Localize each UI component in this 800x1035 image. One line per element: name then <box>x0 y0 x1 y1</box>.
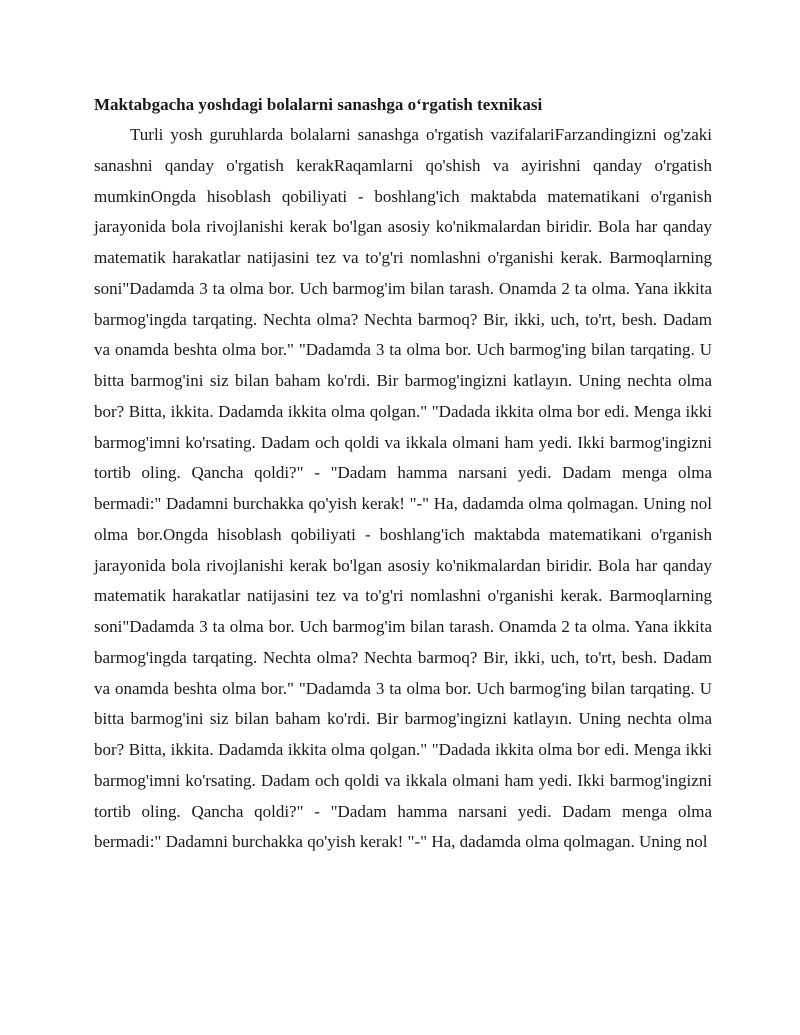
document-body-paragraph: Turli yosh guruhlarda bolalarni sanashga o'rgatish vazifalariFarzandingizni og'zaki sanashni qanday o'rgatish kerakRaqamlarni qo'shish va ayirishni qanday o'rgatish mumkinOngda hisoblash qobiliyati - boshlang'ich maktabda matematikani o'rganish jarayonida bola rivojlanishi kerak bo'lgan asosiy ko'nikmalardan biridir. Bola har qanday matematik harakatlar natijasini tez va to'g'ri nomlashni o'rganishi kerak. Barmoqlarning soni"Dadamda 3 ta olma bor. Uch barmog'im bilan tarash. Onamda 2 ta olma. Yana ikkita barmog'ingda tarqating. Nechta olma? Nechta barmoq? Bir, ikki, uch, to'rt, besh. Dadam va onamda beshta olma bor." "Dadamda 3 ta olma bor. Uch barmog'ing bilan tarqating. U bitta barmog'ini siz bilan baham ko'rdi. Bir barmog'ingizni katlayın. Uning nechta olma bor? Bitta, ikkita. Dadamda ikkita olma qolgan." "Dadada ikkita olma bor edi. Menga ikki barmog'imni ko'rsating. Dadam och qoldi va ikkala olmani ham yedi. Ikki barmog'ingizni tortib oling. Qancha qoldi?" - "Dadam hamma narsani yedi. Dadam menga olma bermadi:" Dadamni burchakka qo'yish kerak! "-" Ha, dadamda olma qolmagan. Uning nol olma bor.Ongda hisoblash qobiliyati - boshlang'ich maktabda matematikani o'rganish jarayonida bola rivojlanishi kerak bo'lgan asosiy ko'nikmalardan biridir. Bola har qanday matematik harakatlar natijasini tez va to'g'ri nomlashni o'rganishi kerak. Barmoqlarning soni"Dadamda 3 ta olma bor. Uch barmog'im bilan tarash. Onamda 2 ta olma. Yana ikkita barmog'ingda tarqating. Nechta olma? Nechta barmoq? Bir, ikki, uch, to'rt, besh. Dadam va onamda beshta olma bor." "Dadamda 3 ta olma bor. Uch barmog'ing bilan tarqating. U bitta barmog'ini siz bilan baham ko'rdi. Bir barmog'ingizni katlayın. Uning nechta olma bor? Bitta, ikkita. Dadamda ikkita olma qolgan." "Dadada ikkita olma bor edi. Menga ikki barmog'imni ko'rsating. Dadam och qoldi va ikkala olmani ham yedi. Ikki barmog'ingizni tortib oling. Qancha qoldi?" - "Dadam hamma narsani yedi. Dadam menga olma bermadi:" Dadamni burchakka qo'yish kerak! "-" Ha, dadamda olma qolmagan. Uning nol <box>94 125 712 852</box>
document-page <box>94 90 712 858</box>
document-title: Maktabgacha yoshdagi bolalarni sanashga o‘rgatish texnikasi <box>94 95 543 114</box>
